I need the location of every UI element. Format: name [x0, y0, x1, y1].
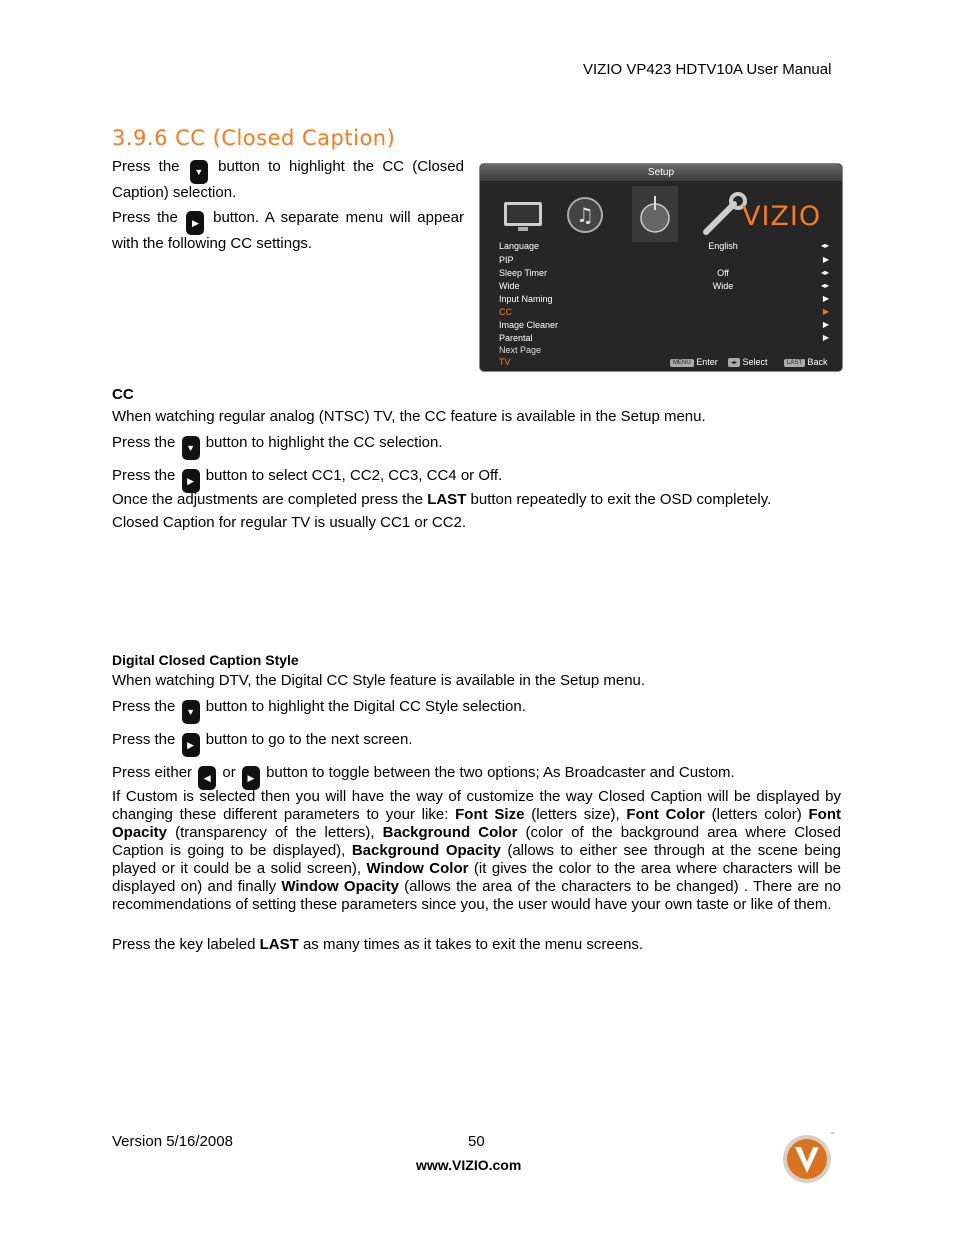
down-button-icon: ▼	[182, 436, 200, 460]
text: (transparency of the letters),	[167, 824, 383, 841]
text: (it gives the color to the area where characters will be displayed on) and finally	[112, 860, 841, 895]
right-button-icon: ▶	[182, 733, 200, 757]
row-label: CC	[499, 307, 512, 317]
menu-key-icon: MENU	[670, 359, 694, 367]
osd-footer	[480, 357, 842, 370]
text: button to select CC1, CC2, CC3, CC4 or Off.	[205, 467, 503, 484]
down-button-icon: ▼	[190, 160, 208, 184]
row-label: Input Naming	[499, 294, 553, 304]
page-number: 50	[468, 1133, 485, 1150]
text: button to highlight the CC selection.	[205, 434, 443, 451]
right-button-icon: ▶	[242, 766, 260, 790]
text: button repeatedly to exit the OSD completely.	[470, 491, 772, 508]
text: If Custom is selected then you will have the way of customize the way Closed Caption will be displayed by changing these different parameters to your like:	[112, 788, 841, 823]
cc-paragraph-5: Closed Caption for regular TV is usually CC1 or CC2.	[112, 514, 467, 531]
right-arrow-icon: ▶	[822, 320, 829, 329]
text: Press either	[112, 764, 193, 781]
right-arrow-icon: ▶	[822, 307, 829, 316]
text: Press the	[112, 434, 176, 451]
cc-paragraph-3	[112, 467, 502, 493]
text: or	[222, 764, 236, 781]
param-font-color: Font Color	[626, 806, 705, 823]
text: (allows the area of the characters to be changed) . There are no recommendations of setting these parameters since you, the user would have your own taste or like of them.	[112, 878, 841, 913]
osd-row-image-cleaner[interactable]	[499, 320, 829, 333]
osd-hint-back	[784, 357, 828, 367]
cc-heading: CC	[112, 386, 134, 403]
left-right-arrow-icon: ◂▸	[820, 268, 829, 277]
section-title: 3.9.6 CC (Closed Caption)	[112, 126, 396, 150]
text: Once the adjustments are completed press the	[112, 491, 424, 508]
text: button to highlight the CC (Closed Caption) selection.	[112, 158, 464, 201]
text: button to highlight the Digital CC Style selection.	[205, 698, 526, 715]
text: Press the key labeled	[112, 936, 256, 953]
dcc-paragraph-3	[112, 731, 413, 757]
right-arrow-icon: ▶	[822, 255, 829, 264]
osd-row-sleep-timer[interactable]	[499, 268, 829, 281]
cc-paragraph-1: When watching regular analog (NTSC) TV, the CC feature is available in the Setup menu.	[112, 408, 706, 425]
osd-row-pip[interactable]	[499, 255, 829, 268]
document-header: VIZIO VP423 HDTV10A User Manual	[583, 61, 832, 78]
dcc-paragraph-5	[112, 788, 841, 914]
dcc-heading: Digital Closed Caption Style	[112, 652, 299, 668]
left-right-arrow-icon: ◂▸	[820, 281, 829, 290]
last-key-icon: LAST	[784, 359, 805, 367]
cc-paragraph-4	[112, 491, 771, 509]
footer-url[interactable]: www.VIZIO.com	[416, 1157, 522, 1173]
row-label: PIP	[499, 255, 514, 265]
text: button to toggle between the two options; As Broadcaster and Custom.	[266, 764, 735, 781]
svg-text:♫: ♫	[576, 203, 594, 227]
osd-row-input-naming[interactable]	[499, 294, 829, 307]
svg-text:™: ™	[830, 1132, 835, 1138]
hint-label: Enter	[696, 357, 718, 367]
osd-brand-logo: VIZIO	[742, 201, 822, 232]
arrow-keys-icon: ◂▸	[728, 358, 740, 367]
cc-paragraph-2	[112, 434, 443, 460]
left-button-icon: ◀	[198, 766, 216, 790]
text: button to go to the next screen.	[205, 731, 413, 748]
dcc-paragraph-1: When watching DTV, the Digital CC Style feature is available in the Setup menu.	[112, 672, 646, 689]
row-value: English	[708, 241, 738, 251]
tv-icon	[500, 192, 546, 238]
row-value: Off	[717, 268, 729, 278]
text: Press the	[112, 209, 178, 226]
osd-input-source: TV	[499, 357, 511, 367]
hint-label: Back	[807, 357, 828, 367]
vizio-v-logo-icon	[770, 1127, 842, 1187]
footer-version: Version 5/16/2008	[112, 1133, 233, 1150]
right-button-icon: ▶	[182, 469, 200, 493]
setup-globe-icon	[632, 186, 678, 242]
left-right-arrow-icon: ◂▸	[820, 241, 829, 250]
osd-icon-row	[500, 192, 680, 242]
row-label: Parental	[499, 333, 533, 343]
osd-row-cc[interactable]	[499, 307, 829, 320]
text: (color of the background area where Closed Caption is going to be displayed),	[112, 824, 841, 859]
osd-title: Setup	[480, 164, 842, 181]
row-label: Sleep Timer	[499, 268, 548, 278]
osd-hint-select	[728, 357, 768, 367]
param-background-opacity: Background Opacity	[351, 842, 501, 859]
text: Press the	[112, 467, 176, 484]
right-arrow-icon: ▶	[822, 333, 829, 342]
intro-paragraph-2	[112, 209, 464, 253]
setup-menu-screenshot	[479, 163, 843, 372]
hint-label: Select	[742, 357, 768, 367]
text: (allows to either see through at the scene being played or it could be a solid screen),	[112, 842, 841, 877]
text: (letters size),	[524, 806, 627, 823]
param-font-opacity: Font Opacity	[112, 806, 841, 841]
down-button-icon: ▼	[182, 700, 200, 724]
text: Press the	[112, 698, 176, 715]
text: Press the	[112, 731, 176, 748]
right-arrow-icon: ▶	[822, 294, 829, 303]
row-label: Image Cleaner	[499, 320, 559, 330]
text: button. A separate menu will appear with the following CC settings.	[112, 209, 464, 252]
osd-row-wide[interactable]	[499, 281, 829, 294]
last-key-label: LAST	[427, 491, 467, 508]
text: as many times as it takes to exit the menu screens.	[302, 936, 644, 953]
right-button-icon: ▶	[186, 211, 204, 235]
osd-row-language[interactable]	[499, 241, 829, 254]
text: (letters color)	[704, 806, 809, 823]
dcc-paragraph-4	[112, 764, 735, 790]
param-window-opacity: Window Opacity	[281, 878, 399, 895]
intro-paragraph-1	[112, 158, 464, 202]
row-label: Language	[499, 241, 540, 251]
row-label: Wide	[499, 281, 520, 291]
param-font-size: Font Size	[455, 806, 525, 823]
text: Press the	[112, 158, 180, 175]
dcc-paragraph-6	[112, 936, 643, 954]
last-key-label: LAST	[259, 936, 299, 953]
dcc-paragraph-2	[112, 698, 526, 724]
param-background-color: Background Color	[382, 824, 518, 841]
row-label: Next Page	[499, 345, 542, 355]
row-value: Wide	[712, 281, 734, 291]
audio-icon	[562, 192, 608, 238]
param-window-color: Window Color	[366, 860, 469, 877]
osd-hint-enter	[670, 357, 718, 367]
